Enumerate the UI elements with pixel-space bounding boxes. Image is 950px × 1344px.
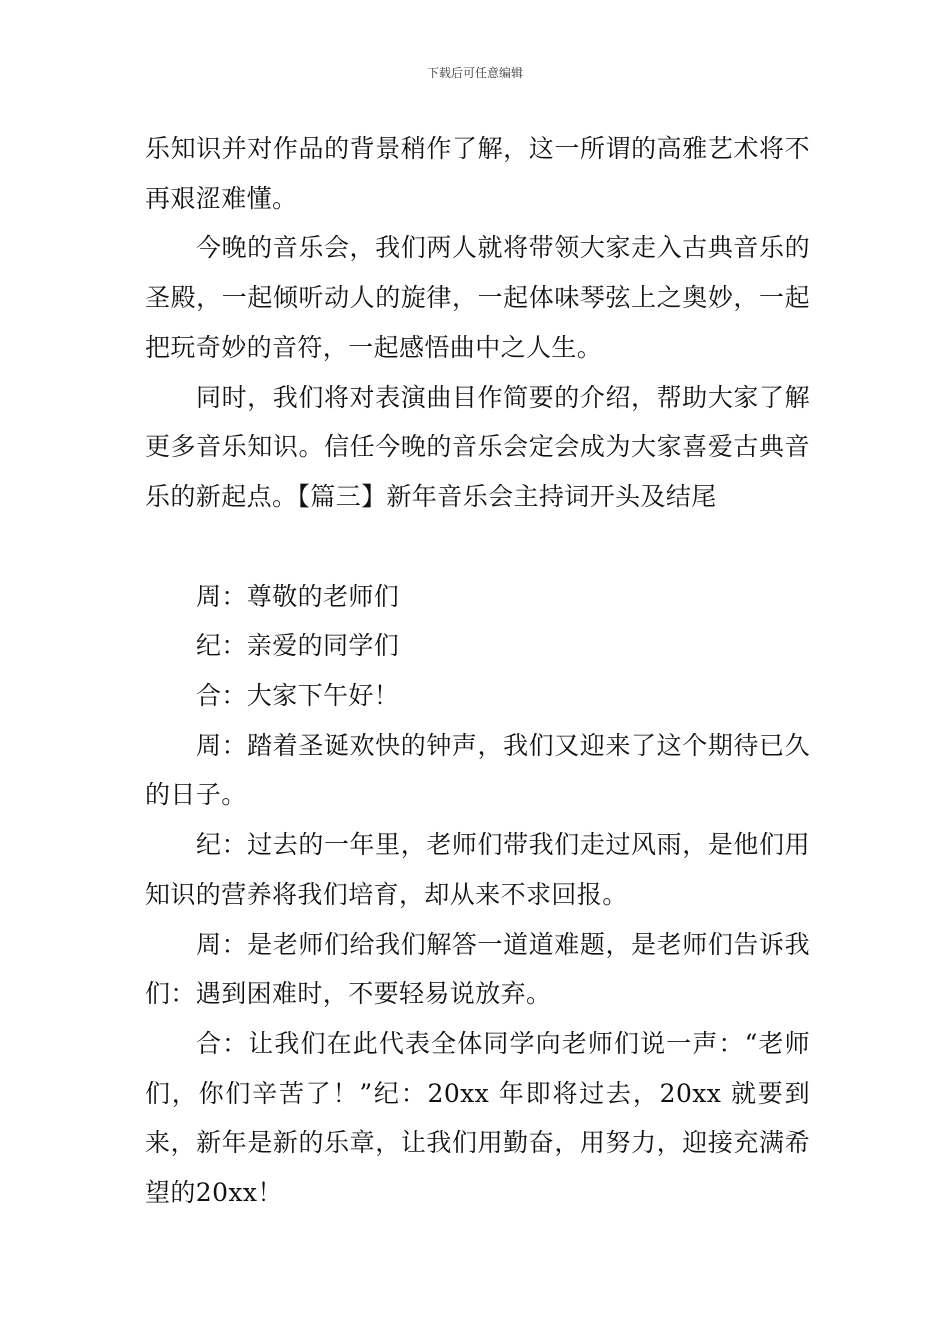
- blank-line: [145, 522, 810, 572]
- paragraph-4: 周：尊敬的老师们: [196, 581, 400, 611]
- paragraph-2: 今晚的音乐会，我们两人就将带领大家走入古典音乐的圣殿，一起倾听动人的旋律，一起体味琴弦上之奥妙，一起把玩奇妙的音符，一起感悟曲中之人生。: [145, 233, 810, 362]
- paragraph-10: 合：让我们在此代表全体同学向老师们说一声：“老师们，你们辛苦了！”纪：20xx 年即将过去，20xx 就要到来，新年是新的乐章，让我们用勤奋，用努力，迎接充满希望的20xx！: [145, 1028, 810, 1208]
- paragraph-3: 同时，我们将对表演曲目作简要的介绍，帮助大家了解更多音乐知识。信任今晚的音乐会定会成为大家喜爱古典音乐的新起点。【篇三】新年音乐会主持词开头及结尾: [145, 382, 810, 511]
- paragraph-1: 乐知识并对作品的背景稍作了解，这一所谓的高雅艺术将不再艰涩难懂。: [145, 134, 810, 213]
- paragraph-8: 纪：过去的一年里，老师们带我们走过风雨，是他们用知识的营养将我们培育，却从来不求回报。: [145, 830, 810, 909]
- page-header: 下载后可任意编辑: [426, 66, 523, 80]
- paragraph-7: 周：踏着圣诞欢快的钟声，我们又迎来了这个期待已久的日子。: [145, 730, 810, 810]
- paragraph-9: 周：是老师们给我们解答一道道难题，是老师们告诉我们：遇到困难时，不要轻易说放弃。: [145, 929, 810, 1009]
- paragraph-6: 合：大家下午好！: [196, 681, 400, 711]
- document-body: [145, 124, 810, 1218]
- paragraph-5: 纪：亲爱的同学们: [196, 631, 400, 661]
